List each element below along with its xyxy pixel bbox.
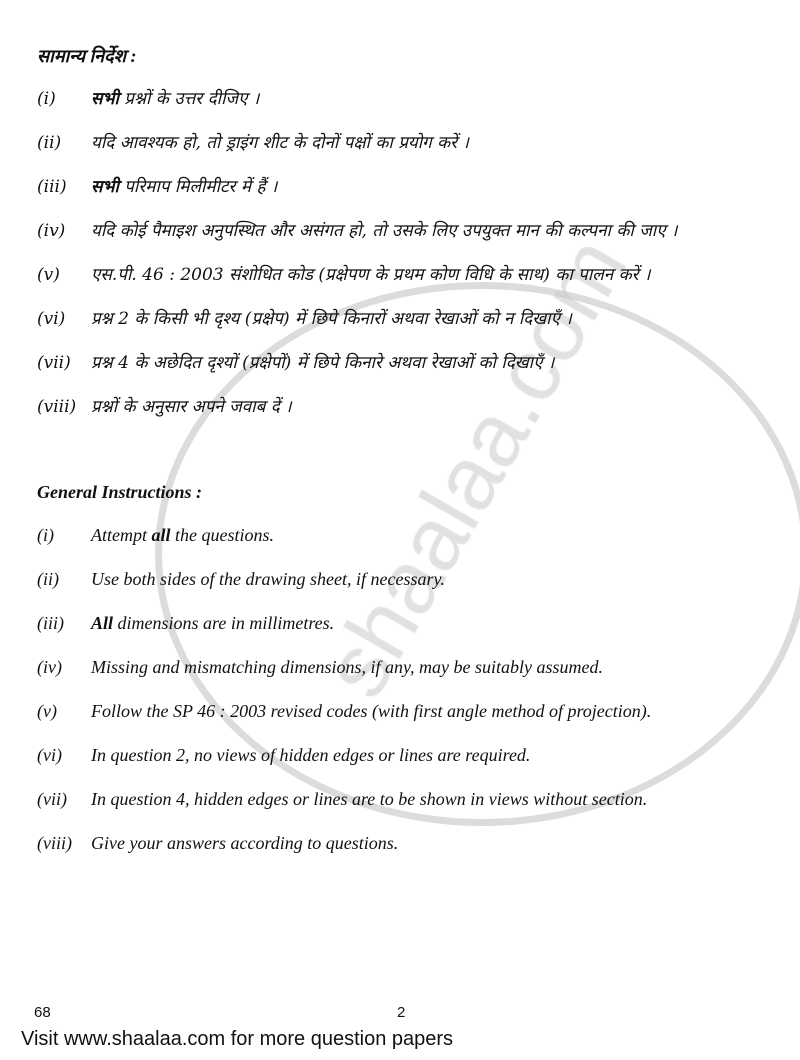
instruction-item	[37, 304, 727, 334]
item-number: (ii)	[37, 133, 62, 153]
item-text	[91, 828, 727, 858]
instruction-item	[37, 392, 727, 422]
item-text-rest: Follow the SP 46 : 2003 revised codes (with first angle method of projection).	[91, 701, 652, 721]
item-text	[91, 84, 727, 114]
item-number: (v)	[37, 265, 60, 285]
item-text-rest: प्रश्नों के उत्तर दीजिए ।	[118, 89, 260, 109]
item-number: (vi)	[37, 309, 66, 329]
instruction-item	[37, 84, 727, 114]
item-number: (iv)	[37, 221, 66, 241]
item-text-bold: All	[91, 613, 114, 633]
item-number: (i)	[37, 525, 54, 545]
item-text	[91, 608, 727, 638]
english-instructions	[37, 520, 727, 858]
item-number: (iv)	[37, 657, 62, 677]
item-text-rest: the questions.	[170, 525, 275, 545]
instruction-item	[37, 348, 727, 378]
paper-code: 68	[34, 1004, 51, 1021]
item-number: (viii)	[37, 833, 72, 853]
instruction-item	[37, 828, 727, 858]
english-heading: General Instructions :	[37, 482, 203, 502]
item-number: (i)	[37, 89, 56, 109]
item-text	[91, 784, 727, 814]
item-text-rest: In question 4, hidden edges or lines are to be shown in views without section.	[91, 789, 648, 809]
item-text-bold: all	[151, 525, 171, 545]
instruction-item	[37, 740, 727, 770]
item-number: (ii)	[37, 569, 59, 589]
item-text	[91, 216, 727, 246]
item-number: (iii)	[37, 177, 67, 197]
item-text	[91, 740, 727, 770]
instruction-item	[37, 172, 727, 202]
item-number: (iii)	[37, 613, 64, 633]
instruction-item	[37, 520, 727, 550]
item-text	[91, 564, 727, 594]
instruction-item	[37, 784, 727, 814]
item-text	[91, 128, 727, 158]
item-text	[91, 172, 727, 202]
item-text-bold: सभी	[91, 89, 119, 109]
item-text-rest: In question 2, no views of hidden edges or lines are required.	[91, 745, 531, 765]
item-text-pre: Attempt	[91, 525, 152, 545]
item-text-rest: प्रश्न 2 के किसी भी दृश्य (प्रक्षेप) में छिपे किनारों अथवा रेखाओं को न दिखाएँ ।	[91, 309, 572, 329]
item-text	[91, 652, 727, 682]
item-number: (v)	[37, 701, 57, 721]
item-number: (vii)	[37, 789, 67, 809]
item-text-rest: Use both sides of the drawing sheet, if necessary.	[91, 569, 445, 589]
item-text-rest: यदि कोई पैमाइश अनुपस्थित और असंगत हो, तो उसके लिए उपयुक्त मान की कल्पना की जाए ।	[91, 221, 678, 241]
item-text	[91, 260, 727, 290]
item-text	[91, 348, 727, 378]
page-number: 2	[397, 1004, 406, 1021]
item-text	[91, 696, 727, 726]
item-text-rest: Give your answers according to questions.	[91, 833, 399, 853]
item-text-rest: यदि आवश्यक हो, तो ड्राइंग शीट के दोनों पक्षों का प्रयोग करें ।	[91, 133, 469, 153]
instruction-item	[37, 652, 727, 682]
instructions-body	[37, 0, 727, 858]
hindi-heading: सामान्य निर्देश :	[37, 46, 137, 66]
item-number: (viii)	[37, 397, 77, 417]
instruction-item	[37, 564, 727, 594]
item-number: (vi)	[37, 745, 62, 765]
footer-link[interactable]: Visit www.shaalaa.com for more question papers	[21, 1028, 454, 1050]
instruction-item	[37, 216, 727, 246]
item-text-rest: प्रश्नों के अनुसार अपने जवाब दें ।	[91, 397, 292, 417]
item-text	[91, 304, 727, 334]
item-text-rest: एस.पी. 46 : 2003 संशोधित कोड (प्रक्षेपण के प्रथम कोण विधि के साथ) का पालन करें ।	[91, 265, 651, 285]
item-text-rest: प्रश्न 4 के अछेदित दृश्यों (प्रक्षेपों) में छिपे किनारे अथवा रेखाओं को दिखाएँ ।	[91, 353, 555, 373]
item-text-bold: सभी	[91, 177, 119, 197]
hindi-instructions	[37, 84, 727, 422]
item-text	[91, 520, 727, 550]
instruction-item	[37, 128, 727, 158]
item-text	[91, 392, 727, 422]
item-text-rest: परिमाप मिलीमीटर में हैं ।	[118, 177, 278, 197]
item-number: (vii)	[37, 353, 71, 373]
item-text-rest: Missing and mismatching dimensions, if any, may be suitably assumed.	[91, 657, 603, 677]
instruction-item	[37, 608, 727, 638]
instruction-item	[37, 696, 727, 726]
item-text-rest: dimensions are in millimetres.	[113, 613, 335, 633]
instruction-item	[37, 260, 727, 290]
